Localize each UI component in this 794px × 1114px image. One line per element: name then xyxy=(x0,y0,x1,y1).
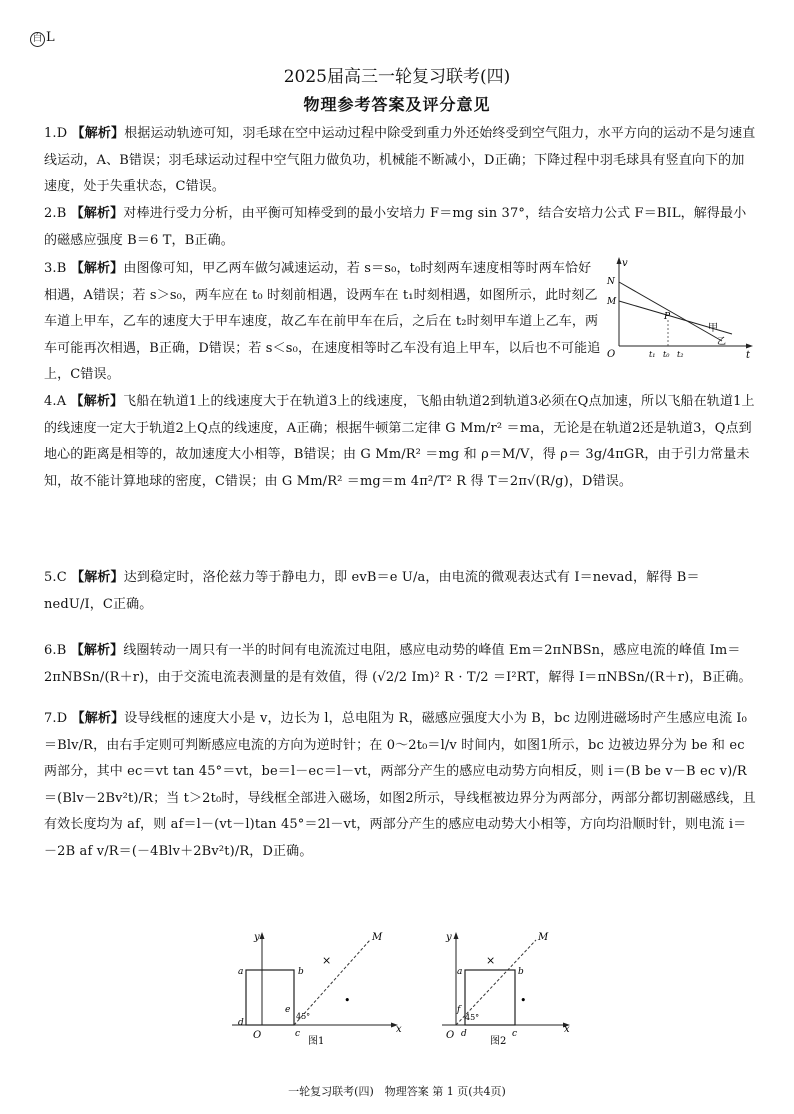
axis-v-label: v xyxy=(622,258,628,269)
answer-number: 6.B xyxy=(44,643,67,658)
answer-1 xyxy=(44,121,756,201)
angle-label: 45° xyxy=(296,1012,311,1021)
cross-field-mark: × xyxy=(486,954,496,967)
exam-subtitle: 物理参考答案及评分意见 xyxy=(303,95,491,114)
axis-x-label: x xyxy=(396,1024,402,1035)
caption: 图1 xyxy=(308,1036,325,1046)
point-e: e xyxy=(285,1005,291,1015)
vertex-d: d xyxy=(461,1029,467,1039)
analysis-tag: 【解析】 xyxy=(71,570,124,585)
answer-number: 2.B xyxy=(44,206,67,221)
tick-t2: t₂ xyxy=(677,350,684,359)
exam-title: 2025届高三一轮复习联考(四) xyxy=(283,67,511,87)
corner-circle-char: 白 xyxy=(30,32,45,47)
tick-t1: t₁ xyxy=(649,350,656,359)
vertex-a: a xyxy=(238,967,244,977)
answer-text: 由图像可知，甲乙两车做匀减速运动，若 s＝s₀，t₀时刻两车速度相等时两车恰好相遇，A错误；若 s＞s₀，两车应在 t₀ 时刻前相遇，设两车在 t₁时刻相遇，如图所示，此时刻乙车道上甲车，乙车的速度大于甲车速度，故乙车在前甲车在后，之后在 t₂时刻甲车道上乙车，两车可能再次相遇，B正确，D错误；若 s＜s₀，在速度相等时乙车没有追上甲车，以后也不可能追上，C错误。 xyxy=(44,261,601,382)
vt-graph xyxy=(604,254,754,362)
answer-text: 达到稳定时，洛伦兹力等于静电力，即 evB＝e U/a，由电流的微观表达式有 I＝nevad，解得 B＝nedU/I，C正确。 xyxy=(44,570,700,612)
analysis-tag: 【解析】 xyxy=(70,643,124,658)
analysis-tag: 【解析】 xyxy=(70,261,124,276)
point-f: f xyxy=(457,1005,461,1015)
analysis-tag: 【解析】 xyxy=(71,711,125,726)
vertex-c: c xyxy=(512,1029,518,1039)
answer-2 xyxy=(44,201,756,254)
answer-text: 对棒进行受力分析，由平衡可知棒受到的最小安培力 F＝mg sin 37°，结合安培力公式 F＝BIL，解得最小的磁感应强度 B＝6 T，B正确。 xyxy=(44,206,747,248)
point-M-label: M xyxy=(538,932,549,943)
vertex-c: c xyxy=(295,1029,301,1039)
vertex-b: b xyxy=(518,967,524,977)
axis-y-label: y xyxy=(446,932,452,943)
point-N-label: N xyxy=(607,277,615,287)
figure-1 xyxy=(226,928,406,1046)
origin-label: O xyxy=(253,1030,262,1041)
dot-field-mark: • xyxy=(520,994,527,1007)
point-M-label: M xyxy=(607,297,617,307)
angle-label: 45° xyxy=(465,1013,480,1022)
axis-x-label: x xyxy=(564,1024,570,1035)
axis-y-label: y xyxy=(254,932,260,943)
answer-number: 5.C xyxy=(44,570,67,585)
answer-4 xyxy=(44,389,756,495)
origin-label: O xyxy=(446,1030,455,1041)
wire-frame xyxy=(246,970,294,1025)
tick-t0: t₀ xyxy=(663,350,670,359)
answer-number: 1.D xyxy=(44,126,68,141)
caption: 图2 xyxy=(490,1036,507,1046)
answer-text: 线圈转动一周只有一半的时间有电流流过电阻，感应电动势的峰值 Em＝2πNBSn，感应电流的峰值 Im＝2πNBSn/(R＋r)，由于交流电流表测量的是有效值，得 (√2/2 Im)² R · T/2 ＝I²RT，解得 I＝πNBSn/(R＋r)，B正确。 xyxy=(44,643,752,685)
answer-5 xyxy=(44,565,756,618)
dot-field-mark: • xyxy=(344,994,351,1007)
vertex-a: a xyxy=(457,967,463,977)
answer-text: 设导线框的速度大小是 v，边长为 l，总电阻为 R，磁感应强度大小为 B，bc 边刚进磁场时产生感应电流 I₀＝Blv/R，由右手定则可判断感应电流的方向为逆时针；在 0～2t₀＝l/v 时间内，如图1所示，bc 边被边界分为 be 和 ec 两部分，其中 ec＝vt tan 45°＝vt，be＝l－ec＝l－vt，两部分产生的感应电动势方向相反，则 i＝(B be v－B ec v)/R＝(Blv－2Bv²t)/R；当 t＞2t₀时，导线框全部进入磁场，如图2所示，导线框被边界分为两部分，两部分都切割磁感线，且有效长度均为 af，则 af＝l－(vt－l)tan 45°＝2l－vt，两部分产生的感应电动势大小相等，方向均沿顺时针，则电流 i＝－2B af v/R＝(－4Blv＋2Bv²t)/R，D正确。 xyxy=(44,711,756,859)
point-M-label: M xyxy=(372,932,383,943)
answer-text: 飞船在轨道1上的线速度大于在轨道3上的线速度，飞船由轨道2到轨道3必须在Q点加速，所以飞船在轨道1上的线速度一定大于轨道2上Q点的线速度，A正确；根据牛顿第二定律 G Mm/r² ＝ma，无论是在轨道2还是轨道3，Q点到地心的距离是相等的，故加速度大小相等，B错误；由 G Mm/R² ＝mg 和 ρ＝M/V，得 ρ＝ 3g/4πGR，由于引力常量未知，故不能计算地球的密度，C错误；由 G Mm/R² ＝mg＝m 4π²/T² R 得 T＝2π√(R/g)，D错误。 xyxy=(44,394,755,489)
corner-mark xyxy=(30,30,55,47)
analysis-tag: 【解析】 xyxy=(70,394,124,409)
corner-letter: L xyxy=(46,30,55,45)
analysis-tag: 【解析】 xyxy=(71,126,125,141)
answer-number: 4.A xyxy=(44,394,67,409)
axis-t-label: t xyxy=(746,350,751,361)
answer-3 xyxy=(44,256,604,389)
answer-number: 3.B xyxy=(44,261,67,276)
answer-7 xyxy=(44,706,756,865)
vertex-b: b xyxy=(298,967,304,977)
answer-text: 根据运动轨迹可知，羽毛球在空中运动过程中除受到重力外还始终受到空气阻力，水平方向的运动不是匀速直线运动，A、B错误；羽毛球运动过程中空气阻力做负功，机械能不断减小，D正确；下降过程中羽毛球具有竖直向下的加速度，处于失重状态，C错误。 xyxy=(44,126,756,194)
answer-number: 7.D xyxy=(44,711,68,726)
label-jia: 甲 xyxy=(708,323,718,334)
answer-6 xyxy=(44,638,756,691)
line-yi xyxy=(619,282,722,341)
vertex-d: d xyxy=(238,1018,244,1028)
label-yi: 乙 xyxy=(717,337,727,347)
origin-label: O xyxy=(607,349,616,360)
analysis-tag: 【解析】 xyxy=(70,206,124,221)
figure-2 xyxy=(438,928,578,1046)
cross-field-mark: × xyxy=(322,954,332,967)
page-footer: 一轮复习联考(四) 物理答案 第 1 页(共4页) xyxy=(288,1085,506,1098)
point-P-label: P xyxy=(664,312,671,322)
